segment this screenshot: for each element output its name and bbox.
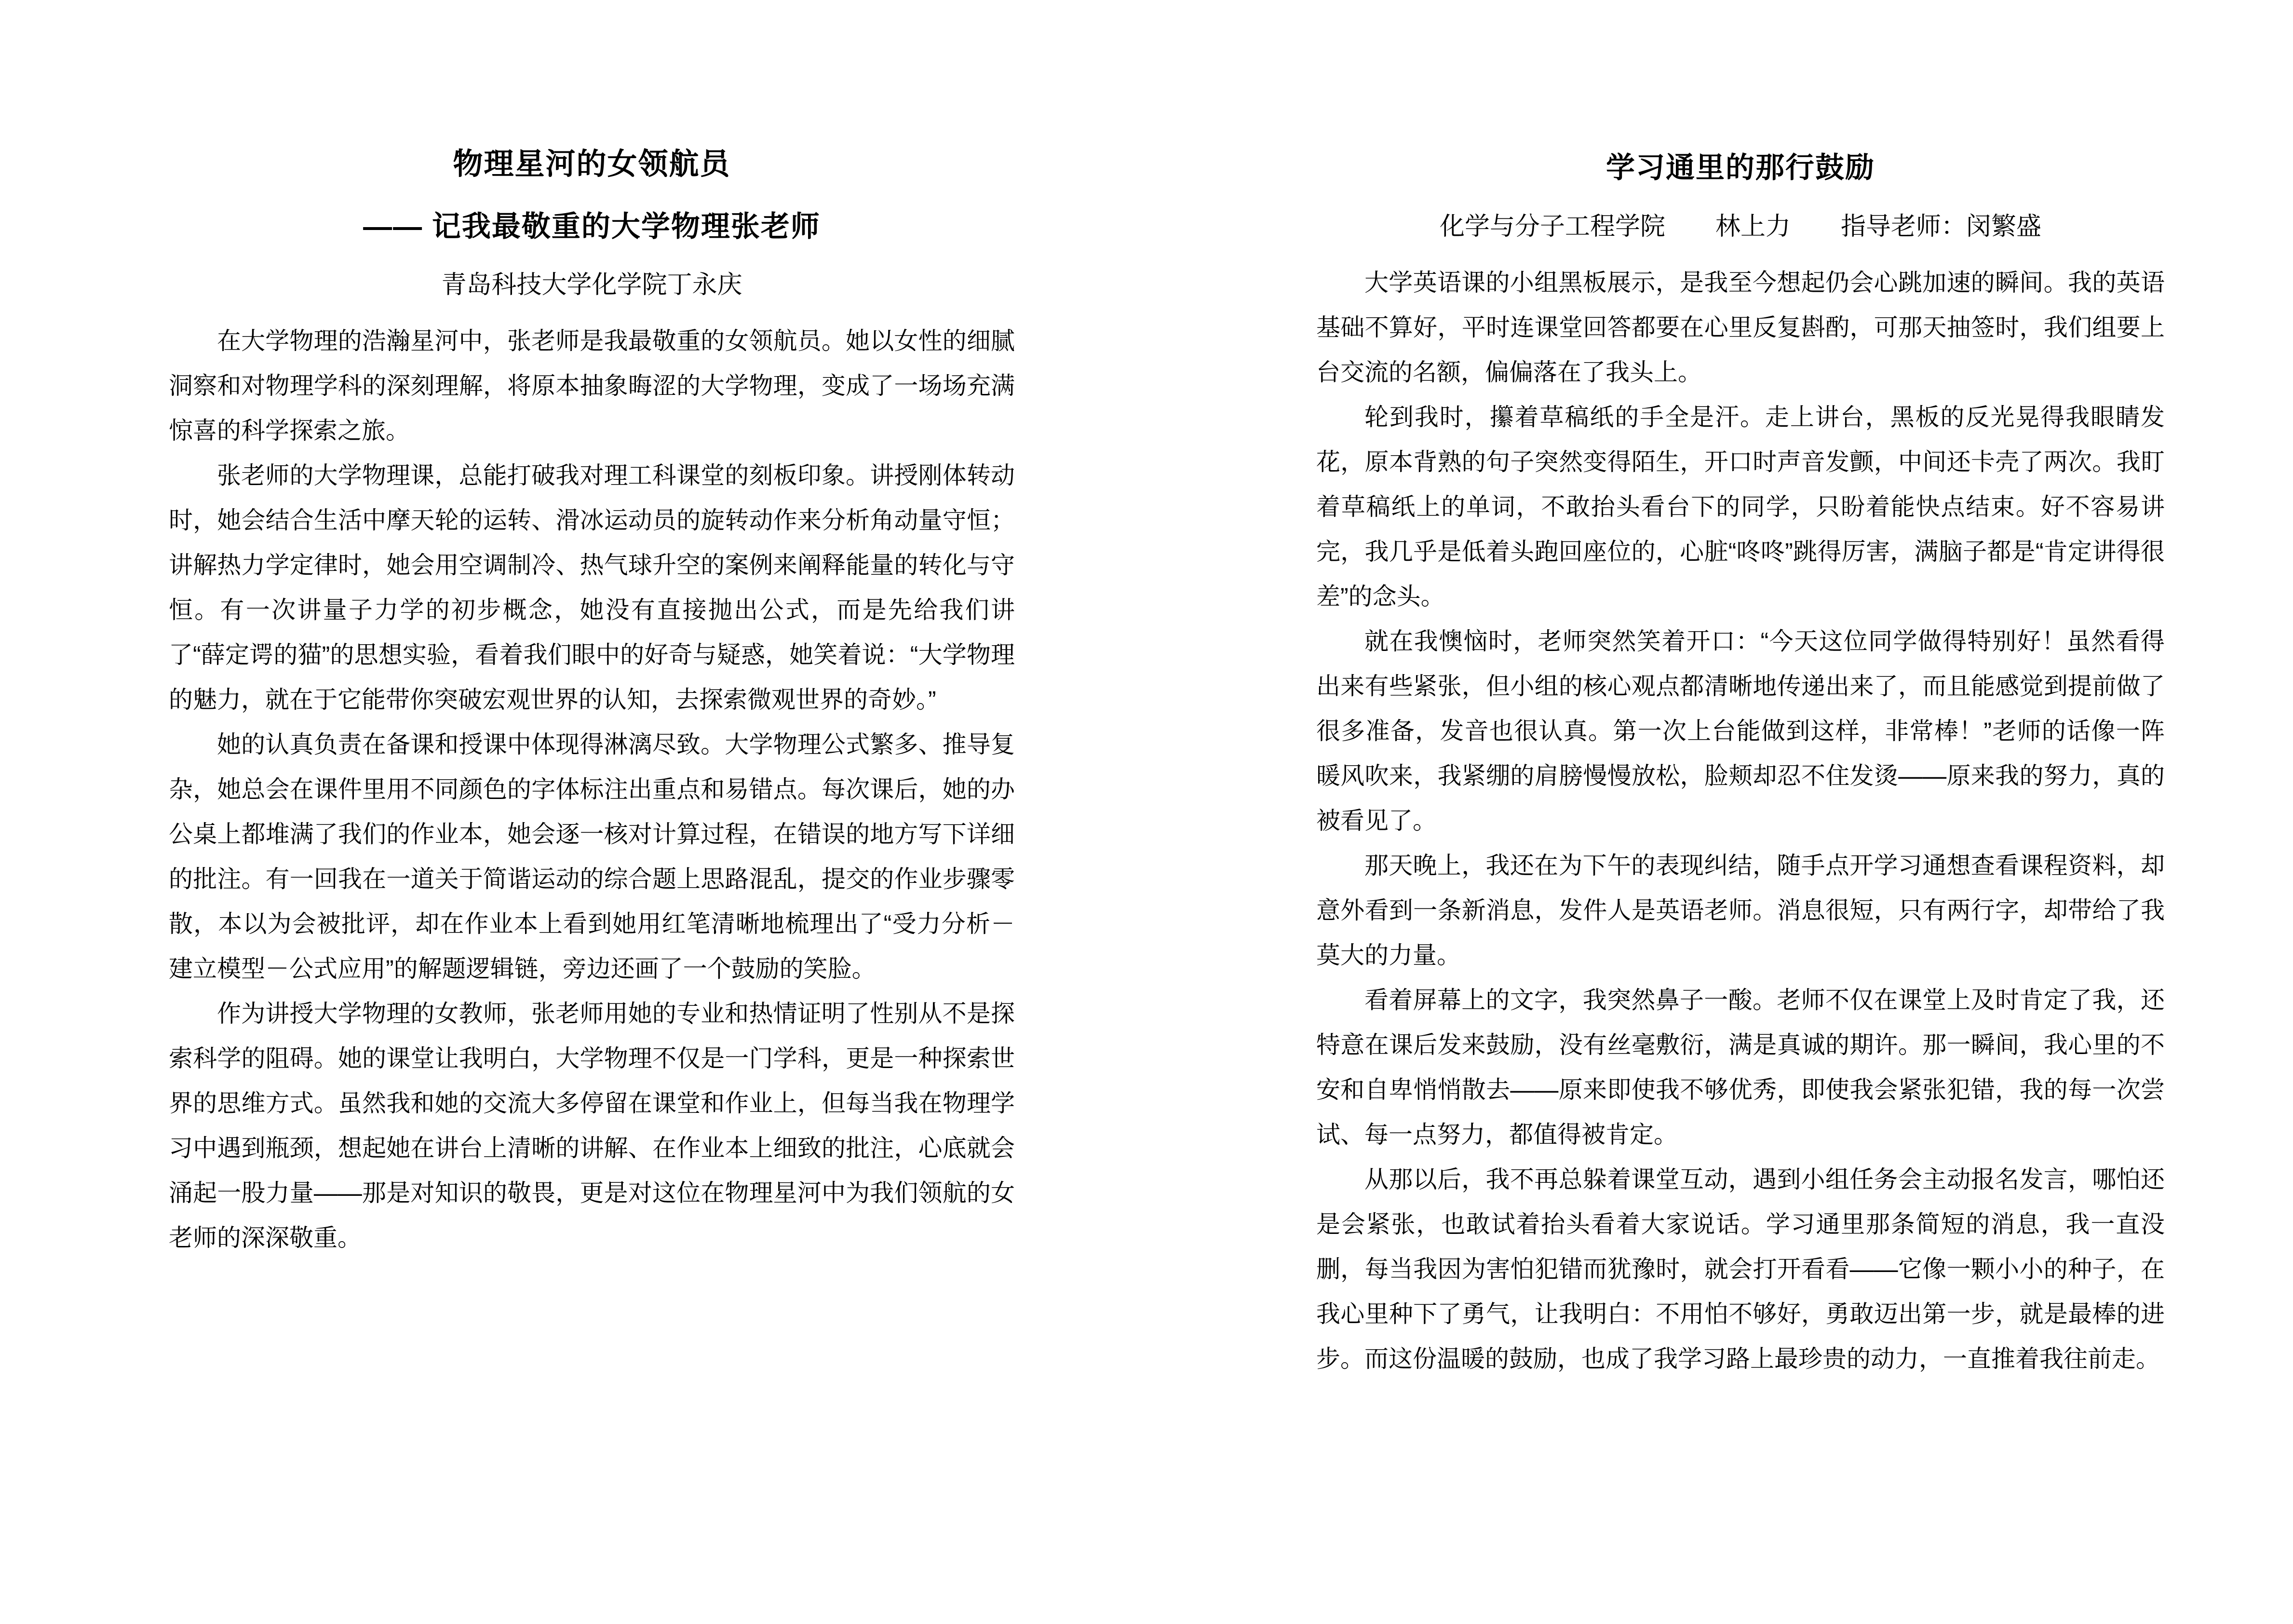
paragraph: 就在我懊恼时，老师突然笑着开口：“今天这位同学做得特别好！虽然看得出来有些紧张，但小组的核心观点都清晰地传递出来了，而且能感觉到提前做了很多准备，发音也很认真。第一次上台能做到这样，非常棒！”老师的话像一阵暖风吹来，我紧绷的肩膀慢慢放松，脸颊却忍不住发烫——原来我的努力，真的被看见了。	[1316, 628, 2165, 834]
paragraph: 大学英语课的小组黑板展示，是我至今想起仍会心跳加速的瞬间。我的英语基础不算好，平时连课堂回答都要在心里反复斟酌，可那天抽签时，我们组要上台交流的名额，偏偏落在了我头上。	[1316, 269, 2165, 386]
paragraph: 那天晚上，我还在为下午的表现纠结，随手点开学习通想查看课程资料，却意外看到一条新消息，发件人是英语老师。消息很短，只有两行字，却带给了我莫大的力量。	[1316, 852, 2165, 969]
right-essay-title: 学习通里的那行鼓励	[1606, 151, 1875, 184]
left-essay-body	[169, 319, 1015, 1260]
paragraph: 看着屏幕上的文字，我突然鼻子一酸。老师不仅在课堂上及时肯定了我，还特意在课后发来鼓励，没有丝毫敷衍，满是真诚的期许。那一瞬间，我心里的不安和自卑悄悄散去——原来即使我不够优秀，即使我会紧张犯错，我的每一次尝试、每一点努力，都值得被肯定。	[1316, 987, 2165, 1148]
right-essay-byline: 化学与分子工程学院 林上力 指导老师：闵繁盛	[1439, 213, 2041, 241]
paragraph: 张老师的大学物理课，总能打破我对理工科课堂的刻板印象。讲授刚体转动时，她会结合生活中摩天轮的运转、滑冰运动员的旋转动作来分析角动量守恒；讲解热力学定律时，她会用空调制冷、热气球升空的案例来阐释能量的转化与守恒。有一次讲量子力学的初步概念，她没有直接抛出公式，而是先给我们讲了“薛定谔的猫”的思想实验，看着我们眼中的好奇与疑惑，她笑着说：“大学物理的魅力，就在于它能带你突破宏观世界的认知，去探索微观世界的奇妙。”	[169, 462, 1015, 713]
left-page	[0, 0, 1146, 1624]
right-essay-body	[1316, 260, 2165, 1381]
left-essay-title: 物理星河的女领航员	[453, 148, 731, 181]
right-page	[1146, 0, 2293, 1624]
paragraph: 从那以后，我不再总躲着课堂互动，遇到小组任务会主动报名发言，哪怕还是会紧张，也敢试着抬头看着大家说话。学习通里那条简短的消息，我一直没删，每当我因为害怕犯错而犹豫时，就会打开看看——它像一颗小小的种子，在我心里种下了勇气，让我明白：不用怕不够好，勇敢迈出第一步，就是最棒的进步。而这份温暖的鼓励，也成了我学习路上最珍贵的动力，一直推着我往前走。	[1316, 1166, 2165, 1372]
left-essay-author: 青岛科技大学化学院丁永庆	[441, 271, 742, 299]
left-essay-subtitle: —— 记我最敬重的大学物理张老师	[363, 210, 821, 243]
paragraph: 她的认真负责在备课和授课中体现得淋漓尽致。大学物理公式繁多、推导复杂，她总会在课件里用不同颜色的字体标注出重点和易错点。每次课后，她的办公桌上都堆满了我们的作业本，她会逐一核对计算过程，在错误的地方写下详细的批注。有一回我在一道关于简谐运动的综合题上思路混乱，提交的作业步骤零散，本以为会被批评，却在作业本上看到她用红笔清晰地梳理出了“受力分析－建立模型－公式应用”的解题逻辑链，旁边还画了一个鼓励的笑脸。	[169, 731, 1015, 982]
paragraph: 在大学物理的浩瀚星河中，张老师是我最敬重的女领航员。她以女性的细腻洞察和对物理学科的深刻理解，将原本抽象晦涩的大学物理，变成了一场场充满惊喜的科学探索之旅。	[169, 327, 1015, 444]
paragraph: 轮到我时，攥着草稿纸的手全是汗。走上讲台，黑板的反光晃得我眼睛发花，原本背熟的句子突然变得陌生，开口时声音发颤，中间还卡壳了两次。我盯着草稿纸上的单词，不敢抬头看台下的同学，只盼着能快点结束。好不容易讲完，我几乎是低着头跑回座位的，心脏“咚咚”跳得厉害，满脑子都是“肯定讲得很差”的念头。	[1316, 404, 2165, 610]
paragraph: 作为讲授大学物理的女教师，张老师用她的专业和热情证明了性别从不是探索科学的阻碍。她的课堂让我明白，大学物理不仅是一门学科，更是一种探索世界的思维方式。虽然我和她的交流大多停留在课堂和作业上，但每当我在物理学习中遇到瓶颈，想起她在讲台上清晰的讲解、在作业本上细致的批注，心底就会涌起一股力量——那是对知识的敬畏，更是对这位在物理星河中为我们领航的女老师的深深敬重。	[169, 1000, 1015, 1251]
